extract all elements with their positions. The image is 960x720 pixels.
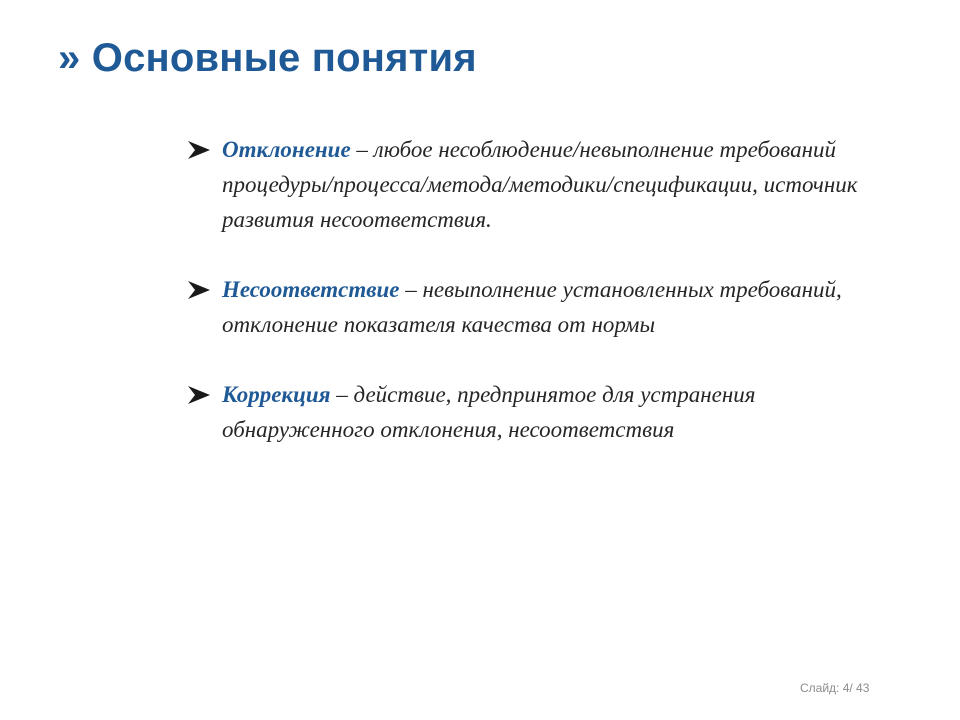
arrowhead-bullet-icon: [188, 386, 210, 404]
term-definition: – невыполнение установленных требований, отклонение показателя качества от нормы: [222, 277, 842, 337]
slide-title: » Основные понятия: [58, 36, 477, 80]
term-item: [188, 377, 908, 447]
term-definition: – действие, предпринятое для устранения обнаруженного отклонения, несоответствия: [222, 382, 756, 442]
terms-list: [188, 132, 908, 482]
slide-counter: Слайд: 4/ 43: [800, 681, 870, 695]
term-definition: – любое несоблюдение/невыполнение требований процедуры/процесса/метода/методики/спецификации, источник развития несоответствия.: [222, 137, 858, 232]
term-item: [188, 132, 908, 237]
term-name: Отклонение: [222, 137, 351, 162]
term-name: Коррекция: [222, 382, 331, 407]
arrowhead-bullet-icon: [188, 281, 210, 299]
arrowhead-bullet-icon: [188, 141, 210, 159]
term-item: [188, 272, 908, 342]
term-name: Несоответствие: [222, 277, 400, 302]
